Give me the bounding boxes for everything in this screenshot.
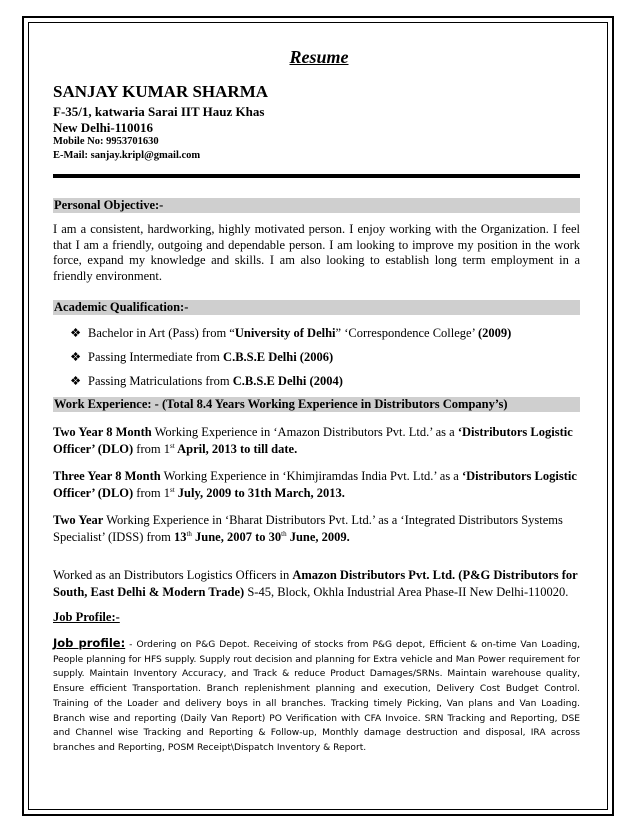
diamond-bullet-icon: ❖ bbox=[70, 350, 82, 364]
mobile-number: Mobile No: 9953701630 bbox=[53, 136, 159, 147]
experience-heading: Work Experience: - (Total 8.4 Years Working Experience in Distributors Company’s) bbox=[53, 397, 580, 412]
email-address: E-Mail: sanjay.kripl@gmail.com bbox=[53, 150, 201, 161]
address-line-1: F-35/1, katwaria Sarai IIT Hauz Khas bbox=[53, 104, 265, 119]
job-profile-heading: Job Profile:- bbox=[53, 610, 120, 624]
experience-summary: Worked as an Distributors Logistics Officers in Amazon Distributors Pvt. Ltd. (P&G Distributors for South, East Delhi & Modern Trade) S-45, Block, Okhla Industrial Area Phase-II New Delhi-110020. bbox=[53, 568, 578, 599]
job-profile-label: Job profile: bbox=[53, 636, 126, 650]
diamond-bullet-icon: ❖ bbox=[70, 374, 82, 388]
header-divider bbox=[53, 174, 580, 178]
experience-entry: Two Year Working Experience in ‘Bharat Distributors Pvt. Ltd.’ as a ‘Integrated Distributors Systems Specialist’ (IDSS) from 13th June, 2007 to 30th June, 2009. bbox=[53, 513, 563, 544]
address-line-2: New Delhi-110016 bbox=[53, 120, 154, 135]
objective-text: I am a consistent, hardworking, highly motivated person. I enjoy working with the Organization. I feel that I am a friendly, outgoing and dependable person. I am looking to improve my position in the work force, expand my knowledge and skills. I am also looking to establish long term employment in a friendly environment. bbox=[53, 222, 580, 283]
document-title: Resume bbox=[289, 47, 349, 67]
candidate-name: SANJAY KUMAR SHARMA bbox=[53, 82, 269, 101]
diamond-bullet-icon: ❖ bbox=[70, 326, 82, 340]
academic-item: ❖ Passing Matriculations from C.B.S.E Delhi (2004) bbox=[70, 374, 343, 388]
academic-item: ❖ Passing Intermediate from C.B.S.E Delhi (2006) bbox=[70, 350, 334, 364]
experience-entry: Three Year 8 Month Working Experience in ‘Khimjiramdas India Pvt. Ltd.’ as a ‘Distributors Logistic Officer’ (DLO) from 1st July, 2009 to 31th March, 2013. bbox=[53, 469, 577, 500]
job-profile-text: Job profile: - Ordering on P&G Depot. Receiving of stocks from P&G depot, Efficient & on-time Van Loading, People planning for HFS supply. Supply rout decision and planning for Extra vehicle and Man Power requirement for supply. Maintain Inventory Accuracy, and Track & reduce Product Damages/SRNs. Maintain warehouse quality, Ensure efficient Transportation. Branch replenishment planning and execution, Delivery Cost Budget Control. Training of the Loader and delivery boys in all branches. Tracking timely Picking, Van plans and Van Loading. Branch wise and reporting (Daily Van Report) PO Verification with CFA Invoice. SRN Tracking and Reporting, DSE and Channel wise Tracking and Reporting & Follow-up, Monthly damage destruction and disposal, IRA across branches and Reporting, POSM Receipt\Dispatch Inventory & Report. bbox=[53, 636, 580, 753]
academic-item: ❖ Bachelor in Art (Pass) from “University of Delhi” ‘Correspondence College’ (2009) bbox=[70, 326, 512, 340]
academic-heading: Academic Qualification:- bbox=[53, 300, 580, 315]
objective-heading: Personal Objective:- bbox=[53, 198, 580, 213]
experience-entry: Two Year 8 Month Working Experience in ‘Amazon Distributors Pvt. Ltd.’ as a ‘Distributors Logistic Officer’ (DLO) from 1st April, 2013 to till date. bbox=[53, 425, 573, 456]
